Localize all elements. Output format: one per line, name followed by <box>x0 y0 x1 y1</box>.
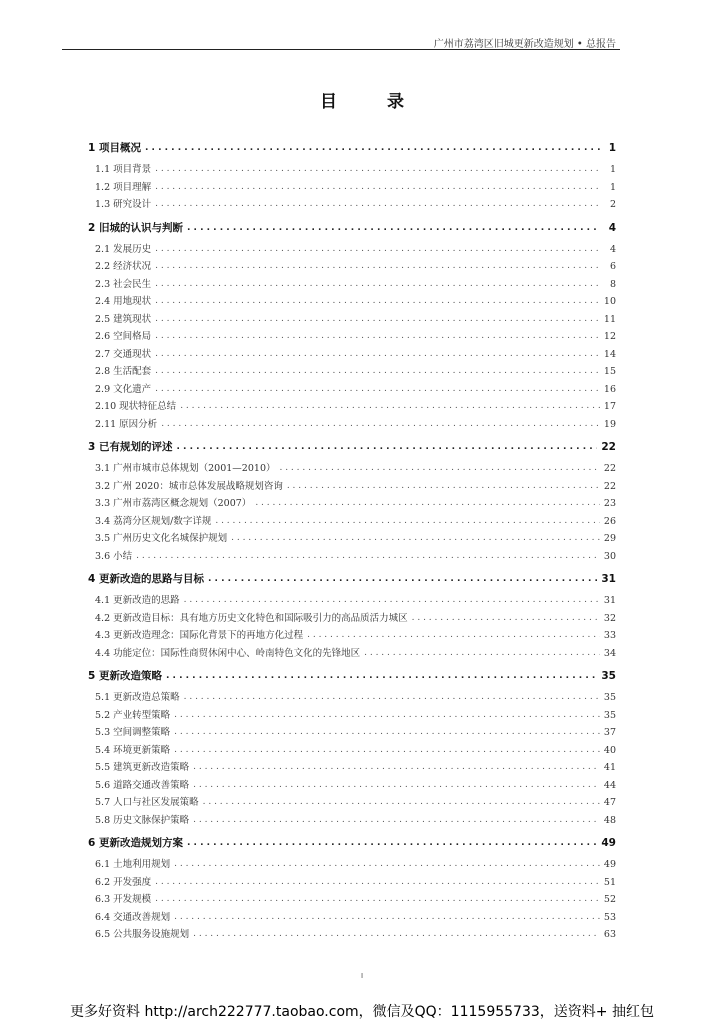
toc-entry[interactable] <box>88 293 616 311</box>
toc-entry[interactable] <box>88 495 616 513</box>
toc-leader-dots <box>279 465 599 475</box>
toc-entry-label: 2.1 发展历史 <box>95 243 152 255</box>
toc-entry-label: 3.3 广州市荔湾区概念规划（2007） <box>95 498 252 509</box>
toc-entry-label: 2.6 空间格局 <box>95 331 152 342</box>
toc-entry[interactable] <box>88 874 616 892</box>
toc-entry[interactable] <box>88 707 616 725</box>
toc-leader-dots <box>255 500 600 510</box>
toc-entry-page: 32 <box>603 612 616 624</box>
toc-entry-label: 1.3 研究设计 <box>95 199 152 210</box>
toc-leader-dots <box>176 443 597 454</box>
toc-section-heading[interactable] <box>88 140 616 161</box>
toc-leader-dots <box>174 712 600 722</box>
toc-section-page: 4 <box>608 221 616 234</box>
toc-entry[interactable] <box>88 258 616 276</box>
toc-section-page: 1 <box>608 142 616 154</box>
toc-entry-page: 10 <box>603 296 616 307</box>
toc-entry-page: 30 <box>603 550 616 562</box>
toc-section-heading[interactable] <box>88 439 616 460</box>
toc-entry-page: 48 <box>603 814 616 826</box>
toc-entry-page: 14 <box>603 348 616 360</box>
toc-leader-dots <box>155 316 600 326</box>
toc-entry[interactable] <box>88 179 616 197</box>
toc-entry-label: 5.2 产业转型策略 <box>95 709 171 721</box>
toc-leader-dots <box>155 368 600 378</box>
toc-entry[interactable] <box>88 416 616 434</box>
toc-section-heading[interactable] <box>88 835 616 856</box>
toc-entry-label: 2.11 原因分析 <box>95 418 158 430</box>
toc-section-label: 1 项目概况 <box>88 142 141 154</box>
running-header-text: 广州市荔湾区旧城更新改造规划 • 总报告 <box>433 39 616 50</box>
toc-entry-label: 1.1 项目背景 <box>95 164 152 175</box>
toc-leader-dots <box>180 403 600 413</box>
toc-entry-page: 47 <box>603 797 616 808</box>
toc-entry-label: 3.5 广州历史文化名城保护规划 <box>95 533 228 544</box>
toc-entry-page: 1 <box>609 164 616 175</box>
toc-entry[interactable] <box>88 530 616 548</box>
toc-entry-page: 31 <box>603 595 616 606</box>
toc-entry-label: 4.4 功能定位：国际性商贸休闲中心、岭南特色文化的先锋地区 <box>95 647 361 659</box>
toc-entry-label: 4.1 更新改造的思路 <box>95 595 180 606</box>
toc-entry-label: 4.2 更新改造目标：具有地方历史文化特色和国际吸引力的高品质活力城区 <box>95 612 408 624</box>
toc-entry-page: 29 <box>603 533 616 544</box>
toc-entry-page: 33 <box>603 630 616 641</box>
toc-entry-page: 41 <box>603 762 616 773</box>
toc-entry[interactable] <box>88 346 616 364</box>
toc-entry[interactable] <box>88 926 616 944</box>
toc-section-label: 6 更新改造规划方案 <box>88 837 183 849</box>
toc-entry[interactable] <box>88 812 616 830</box>
toc-leader-dots <box>193 817 600 827</box>
toc-leader-dots <box>231 535 600 545</box>
running-header <box>62 32 620 50</box>
toc-entry-page: 15 <box>603 366 616 377</box>
toc-leader-dots <box>155 166 600 176</box>
toc-entry-label: 2.3 社会民生 <box>95 278 152 290</box>
toc-entry-label: 5.5 建筑更新改造策略 <box>95 762 190 773</box>
toc-entry-page: 26 <box>603 515 616 527</box>
toc-entry[interactable] <box>88 759 616 777</box>
toc-section-page: 49 <box>601 837 616 849</box>
toc-entry-label: 2.5 建筑现状 <box>95 313 152 325</box>
toc-entry-label: 6.1 土地利用规划 <box>95 859 171 870</box>
toc-entry-page: 34 <box>603 647 616 659</box>
toc-entry[interactable] <box>88 777 616 795</box>
toc-entry-page: 44 <box>603 779 616 791</box>
toc-leader-dots <box>136 553 600 563</box>
toc-entry-page: 63 <box>603 929 616 940</box>
toc-leader-dots <box>155 386 600 396</box>
toc-entry-label: 5.3 空间调整策略 <box>95 727 171 738</box>
toc-entry-label: 6.5 公共服务设施规划 <box>95 929 190 940</box>
toc-leader-dots <box>155 896 600 906</box>
toc-entry-page: 17 <box>603 401 616 412</box>
toc-entry-page: 19 <box>603 418 616 430</box>
toc-leader-dots <box>364 650 600 660</box>
toc-entry-page: 35 <box>603 692 616 703</box>
toc-entry-label: 2.4 用地现状 <box>95 296 152 307</box>
toc-entry-page: 37 <box>603 727 616 738</box>
toc-entry[interactable] <box>88 610 616 628</box>
toc-entry[interactable] <box>88 363 616 381</box>
toc-section-label: 4 更新改造的思路与目标 <box>88 573 204 585</box>
toc-entry-page: 2 <box>609 199 616 210</box>
toc-entry-page: 35 <box>603 709 616 721</box>
toc-entry-page: 51 <box>603 876 616 888</box>
toc-leader-dots <box>208 575 597 586</box>
toc-entry-page: 22 <box>603 463 616 474</box>
toc-entry-label: 2.2 经济状况 <box>95 261 152 272</box>
toc-section-page: 31 <box>601 573 616 585</box>
toc-entry[interactable] <box>88 328 616 346</box>
toc-leader-dots <box>174 914 600 924</box>
toc-entry[interactable] <box>88 627 616 645</box>
toc-entry-label: 6.3 开发规模 <box>95 894 152 905</box>
toc-entry[interactable] <box>88 592 616 610</box>
toc-entry-label: 2.8 生活配套 <box>95 366 152 377</box>
toc-entry-label: 1.2 项目理解 <box>95 181 152 193</box>
toc-leader-dots <box>187 839 597 850</box>
toc-leader-dots <box>187 224 600 235</box>
toc-section-heading[interactable] <box>88 220 616 241</box>
toc-entry-label: 6.4 交通改善规划 <box>95 911 171 923</box>
toc-entry-page: 12 <box>603 331 616 342</box>
toc-entry-page: 52 <box>603 894 616 905</box>
toc-entry-label: 5.6 道路交通改善策略 <box>95 779 190 791</box>
toc-entry-page: 11 <box>603 313 616 325</box>
toc-leader-dots <box>174 729 600 739</box>
toc-entry-label: 3.4 荔湾分区规划/数字详规 <box>95 515 212 527</box>
toc-leader-dots <box>174 747 600 757</box>
toc-leader-dots <box>155 879 600 889</box>
toc-leader-dots <box>203 799 600 809</box>
toc-leader-dots <box>155 246 600 256</box>
toc-leader-dots <box>155 298 600 308</box>
toc-entry-label: 5.1 更新改造总策略 <box>95 692 180 703</box>
toc-leader-dots <box>166 672 597 683</box>
page-number: I <box>360 972 364 980</box>
toc-leader-dots <box>287 483 600 493</box>
toc-entry[interactable] <box>88 398 616 416</box>
toc-leader-dots <box>193 931 600 941</box>
toc-entry-page: 53 <box>603 911 616 923</box>
toc-entry[interactable] <box>88 381 616 399</box>
toc-entry[interactable] <box>88 645 616 663</box>
toc-leader-dots <box>184 597 600 607</box>
toc-section-heading[interactable] <box>88 668 616 689</box>
toc-leader-dots <box>215 518 600 528</box>
toc-entry[interactable] <box>88 460 616 478</box>
toc-entry-page: 40 <box>603 744 616 756</box>
toc-section-label: 3 已有规划的评述 <box>88 441 173 453</box>
toc-leader-dots <box>184 694 600 704</box>
toc-entry-page: 1 <box>609 181 616 193</box>
toc-entry-label: 3.6 小结 <box>95 550 133 562</box>
toc-entry-label: 3.2 广州 2020：城市总体发展战略规划咨询 <box>95 480 283 492</box>
toc-entry-page: 49 <box>603 859 616 870</box>
toc-entry[interactable] <box>88 724 616 742</box>
toc-entry-label: 2.9 文化遗产 <box>95 383 152 395</box>
toc-section-label: 5 更新改造策略 <box>88 670 162 682</box>
toc-entry[interactable] <box>88 196 616 214</box>
toc-entry-label: 2.7 交通现状 <box>95 348 152 360</box>
toc-entry[interactable] <box>88 548 616 566</box>
toc-leader-dots <box>155 351 600 361</box>
toc-entry-label: 5.8 历史文脉保护策略 <box>95 814 190 826</box>
toc-leader-dots <box>161 421 600 431</box>
toc-entry[interactable] <box>88 513 616 531</box>
toc-entry-page: 4 <box>609 243 616 255</box>
toc-leader-dots <box>193 764 600 774</box>
toc-leader-dots <box>155 281 600 291</box>
toc-section-heading[interactable] <box>88 571 616 592</box>
toc-leader-dots <box>174 861 600 871</box>
toc-leader-dots <box>193 782 600 792</box>
toc-entry[interactable] <box>88 856 616 874</box>
toc-entry-label: 3.1 广州市城市总体规划（2001—2010） <box>95 463 276 474</box>
toc-entry[interactable] <box>88 241 616 259</box>
toc-entry[interactable] <box>88 161 616 179</box>
toc-entry[interactable] <box>88 742 616 760</box>
toc-section-page: 35 <box>601 670 616 682</box>
toc-entry-label: 2.10 现状特征总结 <box>95 401 177 412</box>
toc-leader-dots <box>155 201 600 211</box>
toc-entry-page: 23 <box>603 498 616 509</box>
toc-leader-dots <box>155 333 600 343</box>
toc-leader-dots <box>412 615 600 625</box>
toc-entry-label: 5.7 人口与社区发展策略 <box>95 797 199 808</box>
footer-advertisement: 更多好资料 http://arch222777.taobao.com，微信及QQ：1115955733，送资料+ 抽红包 <box>70 1004 654 1020</box>
toc-entry-label: 5.4 环境更新策略 <box>95 744 171 756</box>
toc-entry-label: 4.3 更新改造理念：国际化背景下的再地方化过程 <box>95 630 304 641</box>
toc-entry-page: 6 <box>609 261 616 272</box>
toc-leader-dots <box>145 144 600 155</box>
toc-section-label: 2 旧城的认识与判断 <box>88 221 183 234</box>
table-of-contents <box>88 140 616 944</box>
toc-entry[interactable] <box>88 689 616 707</box>
toc-section-page: 22 <box>601 441 616 453</box>
page-title: 目 录 <box>320 92 426 112</box>
toc-entry-label: 6.2 开发强度 <box>95 876 152 888</box>
toc-entry-page: 8 <box>609 278 616 290</box>
toc-leader-dots <box>155 263 600 273</box>
toc-entry[interactable] <box>88 891 616 909</box>
toc-entry-page: 22 <box>603 480 616 492</box>
toc-entry[interactable] <box>88 794 616 812</box>
toc-leader-dots <box>155 184 600 194</box>
toc-entry-page: 16 <box>603 383 616 395</box>
toc-entry[interactable] <box>88 909 616 927</box>
toc-leader-dots <box>307 632 600 642</box>
toc-entry[interactable] <box>88 311 616 329</box>
toc-entry[interactable] <box>88 478 616 496</box>
toc-entry[interactable] <box>88 276 616 294</box>
